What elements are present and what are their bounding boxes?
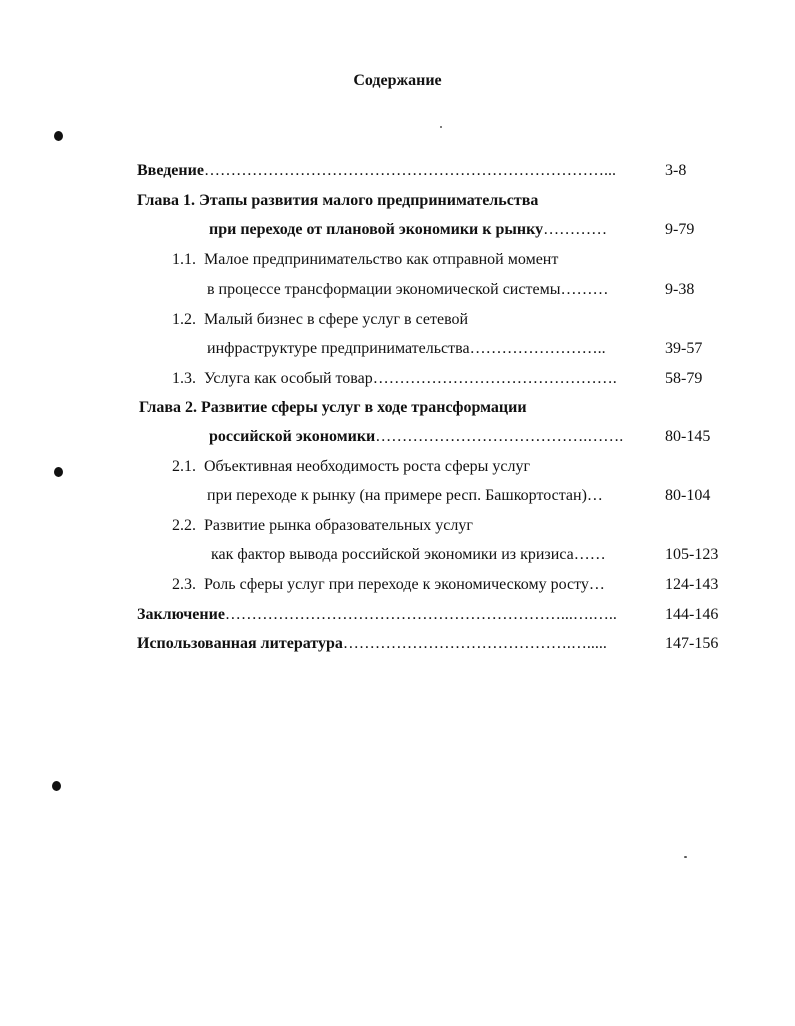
toc-label: Услуга как особый товар	[204, 370, 373, 387]
toc-label: Заключение	[137, 606, 225, 623]
toc-label: при переходе от плановой экономики к рынку	[209, 221, 544, 238]
toc-leader: …………………………………………………………………...	[203, 162, 616, 179]
toc-label: Объективная необходимость роста сферы услуг	[204, 458, 531, 475]
toc-label: в процессе трансформации экономической системы	[207, 281, 561, 298]
toc-page-range: 124-143	[665, 576, 719, 593]
toc-leader: ………………………………………………………...….…..	[224, 606, 617, 623]
toc-section-2-3	[172, 575, 605, 595]
toc-label: как фактор вывода российской экономики из кризиса	[211, 546, 574, 563]
toc-label: Малое предпринимательство как отправной момент	[204, 251, 559, 268]
page-title: Содержание	[353, 72, 442, 89]
toc-entry-intro	[137, 161, 616, 181]
toc-section-number: 2.2.	[172, 517, 196, 534]
toc-chapter-2-subtitle	[209, 427, 623, 447]
toc-label: Роль сферы услуг при переходе к экономическому росту…	[204, 576, 605, 593]
toc-section-2-2-cont	[211, 545, 606, 565]
toc-page-range: 3-8	[665, 162, 687, 179]
punch-hole-mark	[54, 467, 63, 477]
punch-hole-mark	[54, 131, 63, 141]
toc-label: Развитие рынка образовательных услуг	[204, 517, 473, 534]
toc-label: Введение	[137, 162, 204, 179]
toc-section-number: 1.2.	[172, 311, 196, 328]
toc-entry-conclusion	[137, 605, 617, 625]
toc-page-range: 144-146	[665, 606, 719, 623]
toc-leader: ………………………………….…….	[375, 428, 624, 445]
toc-chapter-1-title: Глава 1. Этапы развития малого предпринимательства	[137, 192, 539, 209]
toc-leader: ……	[573, 546, 606, 563]
toc-page-range: 80-104	[665, 487, 711, 504]
toc-chapter-2-title: Глава 2. Развитие сферы услуг в ходе трансформации	[139, 399, 527, 416]
toc-page-range: 58-79	[665, 370, 703, 387]
toc-page-range: 39-57	[665, 340, 703, 357]
toc-section-2-1-cont: при переходе к рынку (на примере респ. Башкортостан)…	[207, 487, 603, 504]
toc-section-number: 1.1.	[172, 251, 196, 268]
toc-section-1-2-cont	[207, 339, 606, 359]
punch-hole-mark	[52, 781, 61, 791]
toc-leader: …………	[543, 221, 608, 238]
toc-section-1-1-cont	[207, 280, 608, 300]
toc-section-number: 2.1.	[172, 458, 196, 475]
toc-label: российской экономики	[209, 428, 376, 445]
toc-label: инфраструктуре предпринимательства	[207, 340, 470, 357]
toc-section-1-1	[172, 250, 558, 270]
toc-leader: ……………………..	[469, 340, 606, 357]
toc-entry-literature	[137, 634, 607, 654]
scan-speck	[684, 856, 687, 858]
toc-page-range: 9-79	[665, 221, 695, 238]
scan-speck	[440, 126, 442, 128]
toc-leader: ………	[560, 281, 609, 298]
toc-page-range: 9-38	[665, 281, 695, 298]
toc-section-1-2	[172, 310, 468, 330]
toc-label: Малый бизнес в сфере услуг в сетевой	[204, 311, 469, 328]
toc-section-1-3	[172, 369, 617, 389]
toc-leader: ……………………………………….	[372, 370, 617, 387]
toc-section-2-1	[172, 457, 530, 477]
toc-leader: …………………………………….….....	[342, 635, 607, 652]
toc-chapter-1-subtitle	[209, 220, 607, 240]
toc-label: Использованная литература	[137, 635, 343, 652]
toc-page-range: 105-123	[665, 546, 719, 563]
toc-section-number: 1.3.	[172, 370, 196, 387]
toc-section-2-2	[172, 516, 473, 536]
toc-section-number: 2.3.	[172, 576, 196, 593]
toc-page-range: 80-145	[665, 428, 711, 445]
toc-page-range: 147-156	[665, 635, 719, 652]
